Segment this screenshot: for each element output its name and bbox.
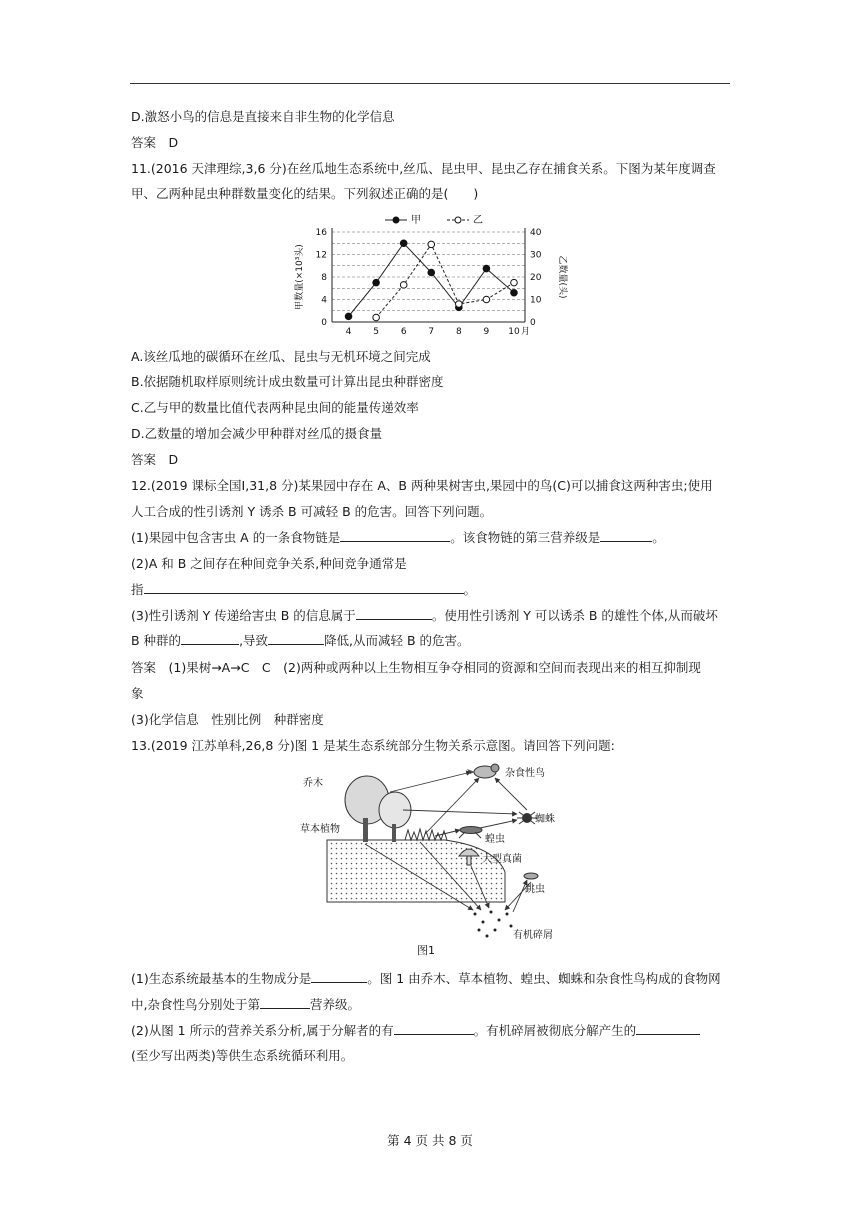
q12-part1-text-a: (1)果园中包含害虫 A 的一条食物链是 — [131, 530, 341, 545]
data-point-甲 — [373, 279, 380, 286]
q12-part2-line1: (2)A 和 B 之间存在种间竞争关系,种间竞争通常是 — [131, 556, 407, 571]
chart-y-tick-label: 8 — [321, 273, 327, 283]
q12-part2-line2 — [131, 581, 476, 599]
legend-marker-乙 — [455, 217, 461, 223]
q13-part2-line2: (至少写出两类)等供生态系统循环利用。 — [131, 1048, 354, 1063]
chart-x-tick-label: 9 — [483, 327, 490, 337]
figure-caption: 图1 — [417, 944, 435, 957]
q13-part1-line1 — [131, 970, 721, 988]
series-line-乙 — [376, 244, 514, 317]
label-locust: 蝗虫 — [485, 834, 505, 845]
blank-competition-definition[interactable] — [144, 581, 464, 594]
q13-stem: 13.(2019 江苏单科,26,8 分)图 1 是某生态系统部分生物关系示意图。请回答下列问题: — [131, 738, 615, 753]
q12-part1-text-c: 。 — [652, 530, 665, 545]
q12-part2-text-b: 。 — [463, 582, 477, 597]
q11-option-d: D.乙数量的增加会减少甲种群对丝瓜的摄食量 — [131, 426, 383, 441]
legend-marker-甲 — [393, 217, 399, 223]
q12-part2-text-a: 指 — [131, 582, 144, 597]
q11-stem-line2: 甲、乙两种昆虫种群数量变化的结果。下列叙述正确的是( ) — [131, 186, 479, 201]
data-point-乙 — [373, 314, 380, 321]
q11-option-c: C.乙与甲的数量比值代表两种昆虫间的能量传递效率 — [131, 400, 419, 415]
chart-y2-tick-label: 0 — [530, 318, 536, 328]
chart-y2-tick-label: 40 — [530, 228, 542, 238]
page-footer: 第 4 页 共 8 页 — [387, 1133, 473, 1148]
blank-decomposers[interactable] — [394, 1022, 474, 1035]
chart-x-tick-label: 4 — [345, 327, 352, 337]
ecosystem-figure — [295, 752, 585, 961]
ecosystem-illustration — [295, 752, 585, 957]
chart-x-tick-label: 7 — [428, 327, 435, 337]
chart-x-tick-label: 5 — [373, 327, 379, 337]
chart-x-tick-label: 10 — [508, 327, 520, 337]
data-point-甲 — [483, 265, 490, 272]
q13-part1-text-a: (1)生态系统最基本的生物成分是 — [131, 971, 312, 986]
q10-answer: 答案 D — [131, 135, 179, 150]
data-point-甲 — [428, 269, 435, 276]
chart-y-label: 甲数量(×10³头) — [295, 244, 305, 310]
q13-part1-text-c: 中,杂食性鸟分别处于第 — [131, 997, 260, 1012]
chart-x-tick-label: 8 — [455, 327, 462, 337]
q11-option-a: A.该丝瓜地的碳循环在丝瓜、昆虫与无机环境之间完成 — [131, 349, 431, 364]
q13-part2-text-a: (2)从图 1 所示的营养关系分析,属于分解者的有 — [131, 1023, 394, 1038]
chart-y2-tick-label: 30 — [530, 250, 542, 261]
chart-y-tick-label: 0 — [321, 318, 327, 328]
spider-icon — [517, 812, 537, 824]
q11-answer: 答案 D — [131, 452, 179, 467]
label-fungus: 大型真菌 — [482, 854, 522, 865]
q12-part3-line1 — [131, 607, 718, 625]
q12-part3-line2 — [131, 632, 470, 650]
q13-part2-line1 — [131, 1022, 700, 1040]
blank-basic-component[interactable] — [311, 970, 367, 983]
q12-part3-text-d: ,导致 — [239, 633, 269, 648]
q13-part1-text-b: 。图 1 由乔木、草本植物、蝗虫、蜘蛛和杂食性鸟构成的食物网 — [367, 971, 721, 986]
q12-part1 — [131, 529, 665, 547]
data-point-甲 — [511, 289, 518, 296]
chart-y-tick-label: 16 — [315, 228, 327, 238]
chart-y2-tick-label: 20 — [530, 273, 542, 283]
data-point-乙 — [511, 279, 518, 286]
chart-y2-label: 乙数量(头) — [557, 255, 567, 299]
locust-icon — [459, 827, 482, 839]
soil-shape — [327, 840, 505, 902]
q12-answer-line1: 答案 (1)果树→A→C C (2)两种或两种以上生物相互争夺相同的资源和空间而表现出来的相互抑制现 — [131, 660, 701, 675]
bird-icon — [467, 764, 499, 778]
legend-label-乙: 乙 — [473, 215, 483, 226]
q13-part2-text-b: 。有机碎屑被彻底分解产生的 — [473, 1023, 637, 1038]
header-rule — [130, 83, 730, 84]
q12-part3-text-e: 降低,从而减轻 B 的危害。 — [324, 633, 470, 648]
q12-stem-line2: 人工合成的性引诱剂 Y 诱杀 B 可减轻 B 的危害。回答下列问题。 — [131, 504, 493, 519]
springtail-icon — [524, 873, 538, 879]
blank-food-chain[interactable] — [340, 529, 450, 542]
q12-part3-text-a: (3)性引诱剂 Y 传递给害虫 B 的信息属于 — [131, 608, 356, 623]
chart-y2-tick-label: 10 — [530, 295, 542, 306]
data-point-乙 — [428, 241, 435, 248]
legend-label-甲: 甲 — [411, 215, 421, 226]
blank-information-type[interactable] — [356, 607, 432, 620]
blank-population-feature[interactable] — [181, 632, 239, 645]
label-herb: 草本植物 — [300, 824, 340, 835]
chart-x-unit: 月 — [521, 327, 531, 337]
q10-option-d: D.激怒小鸟的信息是直接来自非生物的化学信息 — [131, 109, 395, 124]
population-line-chart — [290, 210, 580, 344]
chart-svg — [290, 210, 580, 340]
q12-part3-text-c: B 种群的 — [131, 633, 182, 648]
data-point-甲 — [345, 313, 352, 320]
blank-third-trophic-level[interactable] — [600, 529, 652, 542]
q11-option-b: B.依据随机取样原则统计成虫数量可计算出昆虫种群密度 — [131, 374, 444, 389]
label-bird: 杂食性鸟 — [505, 768, 545, 779]
chart-x-tick-label: 6 — [400, 327, 407, 337]
label-spider: 蜘蛛 — [535, 814, 555, 825]
label-springtail: 跳虫 — [525, 884, 545, 895]
q13-part1-text-d: 营养级。 — [309, 997, 360, 1012]
chart-y-tick-label: 12 — [315, 250, 327, 261]
q12-stem-line1: 12.(2019 课标全国Ⅰ,31,8 分)某果园中存在 A、B 两种果树害虫,果园中的鸟(C)可以捕食这两种害虫;使用 — [131, 478, 713, 493]
q12-answer-line2: 象 — [131, 686, 144, 701]
blank-bird-trophic-level[interactable] — [260, 996, 310, 1009]
q12-part1-text-b: 。该食物链的第三营养级是 — [450, 530, 601, 545]
data-point-乙 — [456, 301, 463, 308]
data-point-甲 — [400, 240, 407, 247]
tree-icon — [345, 776, 411, 842]
q13-part1-line2 — [131, 996, 360, 1014]
blank-decomposition-products[interactable] — [636, 1022, 700, 1035]
detritus-icon — [474, 911, 513, 938]
data-point-乙 — [483, 296, 490, 303]
q11-stem-line1: 11.(2016 天津理综,3,6 分)在丝瓜地生态系统中,丝瓜、昆虫甲、昆虫乙存在捕食关系。下图为某年度调查 — [131, 161, 716, 176]
q12-answer-line3: (3)化学信息 性别比例 种群密度 — [131, 712, 324, 727]
chart-y-tick-label: 4 — [321, 295, 327, 306]
data-point-乙 — [400, 282, 407, 289]
blank-reduced-feature[interactable] — [268, 632, 324, 645]
q12-part3-text-b: 。使用性引诱剂 Y 可以诱杀 B 的雄性个体,从而破坏 — [431, 608, 718, 623]
label-detritus: 有机碎屑 — [513, 930, 553, 941]
label-tree: 乔木 — [303, 778, 323, 789]
